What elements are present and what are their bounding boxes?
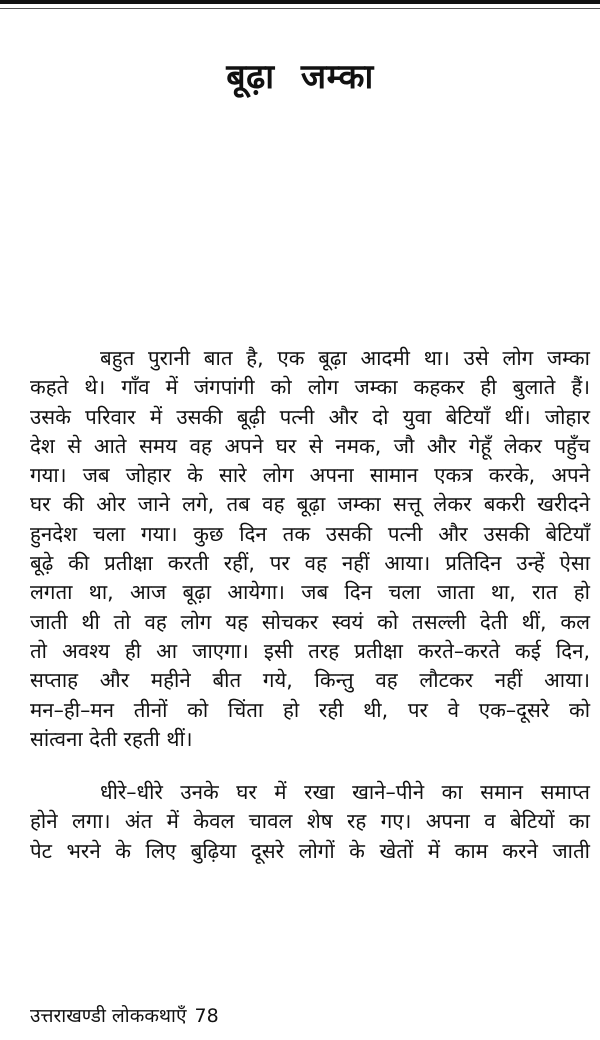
text-line: कहते थे। गाँव में जंगपांगी को लोग जम्का कहकर ही बुलाते हैं। <box>30 375 590 400</box>
page-number: 78 <box>194 1005 219 1027</box>
story-body <box>30 344 590 866</box>
text-line: उसके परिवार में उसकी बूढ़ी पत्नी और दो युवा बेटियाँ थीं। जोहार <box>30 404 590 429</box>
text-line: बूढ़े की प्रतीक्षा करती रहीं, पर वह नहीं आया। प्रतिदिन उन्हें ऐसा <box>30 551 590 576</box>
top-rule <box>0 0 600 4</box>
text-line: घर की ओर जाने लगे, तब वह बूढ़ा जम्का सत्तू लेकर बकरी खरीदने <box>30 492 590 517</box>
paragraph-gap <box>30 754 590 778</box>
text-line: सांत्वना देती रहती थीं। <box>30 726 193 751</box>
text-line: होने लगा। अंत में केवल चावल शेष रह गए। अपना व बेटियों का <box>30 809 590 834</box>
text-line: हुनदेश चला गया। कुछ दिन तक उसकी पत्नी और उसकी बेटियाँ <box>30 521 590 546</box>
top-rule-thin <box>0 8 600 9</box>
footer-book-title: उत्तराखण्डी लोककथाएँ <box>30 1005 187 1027</box>
text-line: देश से आते समय वह अपने घर से नमक, जौ और गेहूँ लेकर पहुँच <box>30 433 590 458</box>
text-line: सप्ताह और महीने बीत गये, किन्तु वह लौटकर नहीं आया। <box>30 668 590 693</box>
text-line: तो अवश्य ही आ जाएगा। इसी तरह प्रतीक्षा करते–करते कई दिन, <box>30 638 590 663</box>
text-line: जाती थी तो वह लोग यह सोचकर स्वयं को तसल्ली देती थीं, कल <box>30 609 590 634</box>
story-title: बूढ़ा जम्का <box>226 57 374 97</box>
page-footer <box>30 1002 219 1028</box>
text-line: मन–ही–मन तीनों को चिंता हो रही थी, पर वे एक–दूसरे को <box>30 697 590 722</box>
text-line: लगता था, आज बूढ़ा आयेगा। जब दिन चला जाता था, रात हो <box>30 580 590 605</box>
paragraph-2 <box>30 778 590 866</box>
text-line: गया। जब जोहार के सारे लोग अपना सामान एकत्र करके, अपने <box>30 463 590 488</box>
paragraph-1 <box>30 344 590 754</box>
text-line: धीरे–धीरे उनके घर में रखा खाने–पीने का समान समाप्त <box>100 780 590 805</box>
text-line: बहुत पुरानी बात है, एक बूढ़ा आदमी था। उसे लोग जम्का <box>100 346 590 370</box>
text-line: पेट भरने के लिए बुढ़िया दूसरे लोगों के खेतों में काम करने जाती <box>30 838 590 863</box>
